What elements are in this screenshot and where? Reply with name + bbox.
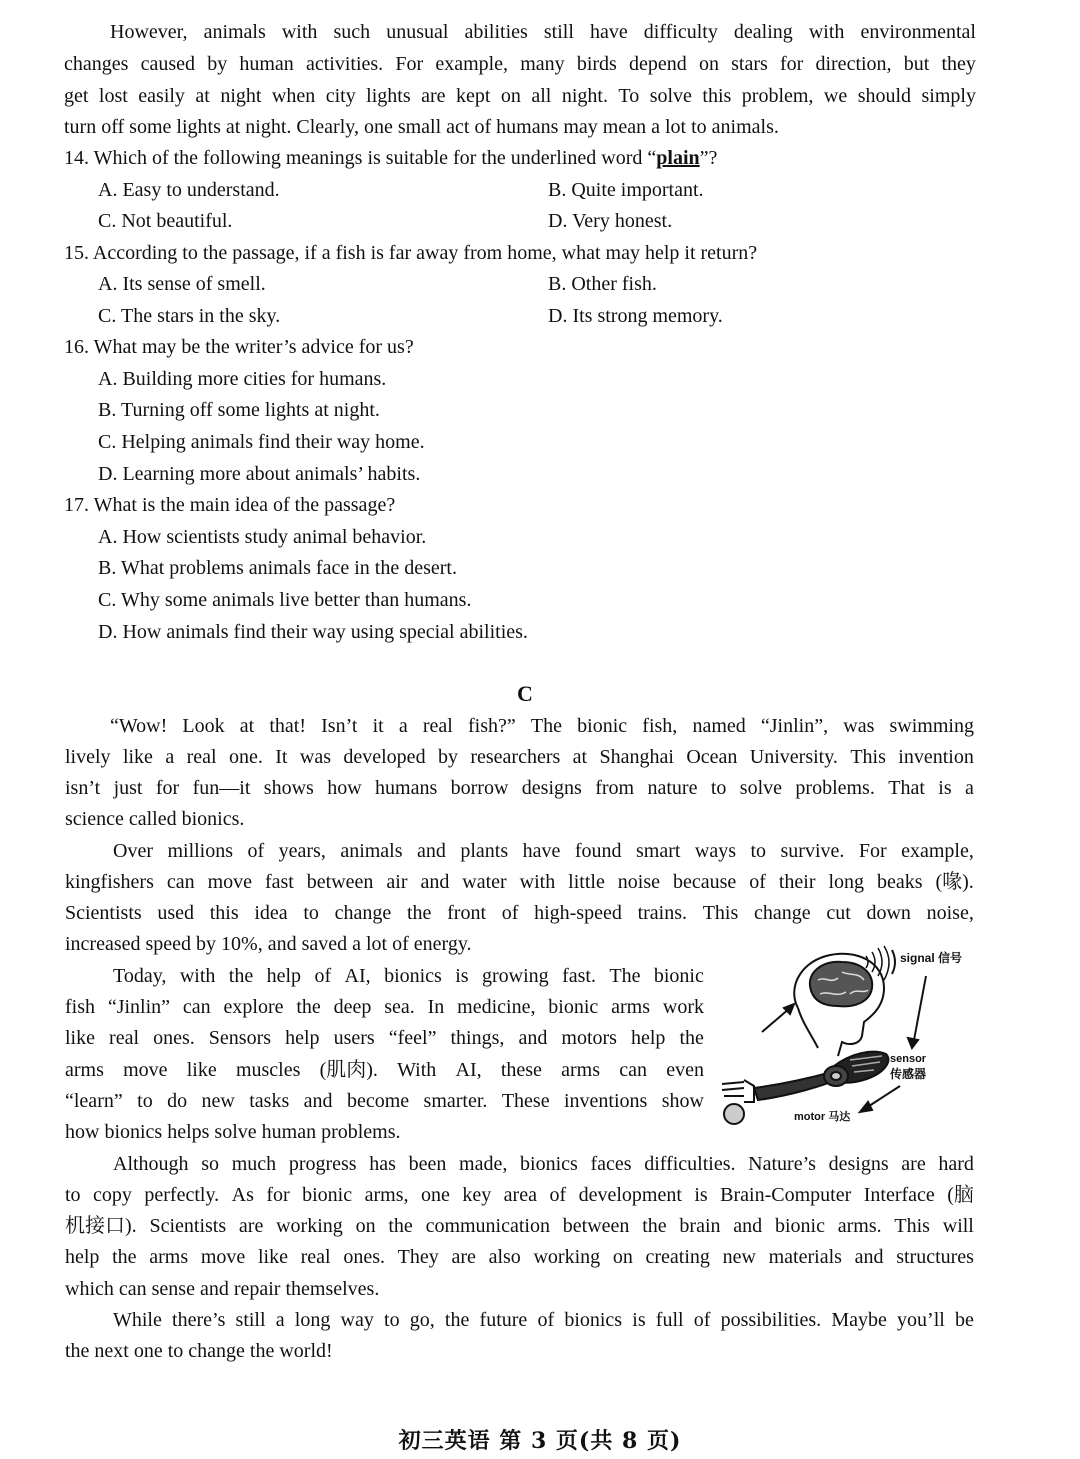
question-14-stem-start: 14. Which of the following meanings is suitable for the underlined word “ xyxy=(64,147,657,169)
question-16-option-d: D. Learning more about animals’ habits. xyxy=(98,463,421,485)
underlined-word-plain: plain xyxy=(656,147,700,169)
question-16-option-b: B. Turning off some lights at night. xyxy=(98,399,380,421)
question-16-option-c: C. Helping animals find their way home. xyxy=(98,431,425,453)
question-14-stem-end: ”? xyxy=(699,147,718,169)
passage-b-line-2: changes caused by human activities. For example, many birds depend on stars for direction, but they xyxy=(64,53,976,75)
question-17-stem: 17. What is the main idea of the passage? xyxy=(64,494,396,516)
question-14-option-c: C. Not beautiful. xyxy=(98,210,233,232)
passage-b-line-3: get lost easily at night when city lights are kept on all night. To solve this problem, we should simply xyxy=(64,85,976,107)
question-14-option-d: D. Very honest. xyxy=(548,210,673,232)
passage-c-line-11: like real ones. Sensors help users “feel” things, and motors help the xyxy=(65,1027,704,1049)
passage-c-line-6: kingfishers can move fast between air and water with little noise because of their long beaks (喙). xyxy=(65,871,974,893)
question-15-stem: 15. According to the passage, if a fish is far away from home, what may help it return? xyxy=(64,242,758,264)
passage-c-line-12: arms move like muscles (肌肉). With AI, these arms can even xyxy=(65,1059,704,1081)
sensor-label-zh: 传感器 xyxy=(890,1067,927,1081)
page-footer: 初三英语 第 3 页(共 8 页) xyxy=(398,1428,682,1454)
question-17-option-a: A. How scientists study animal behavior. xyxy=(98,526,427,548)
bionic-arm-figure xyxy=(714,936,976,1132)
passage-c-line-10: fish “Jinlin” can explore the deep sea. In medicine, bionic arms work xyxy=(65,996,704,1018)
passage-c-line-13: “learn” to do new tasks and become smarter. These inventions show xyxy=(65,1090,704,1112)
passage-c-line-3: isn’t just for fun—it shows how humans borrow designs from nature to solve problems. That is a xyxy=(65,777,974,799)
question-16-option-a: A. Building more cities for humans. xyxy=(98,368,387,390)
signal-label: signal 信号 xyxy=(900,951,963,965)
passage-c-line-7: Scientists used this idea to change the front of high-speed trains. This change cut down noise, xyxy=(65,902,974,924)
question-15-option-a: A. Its sense of smell. xyxy=(98,273,266,295)
brain-head-icon xyxy=(794,946,895,1056)
passage-c-heading: C xyxy=(517,681,533,706)
passage-c-line-20: While there’s still a long way to go, the future of bionics is full of possibilities. Maybe you’ll be xyxy=(113,1309,974,1331)
passage-c-line-8: increased speed by 10%, and saved a lot of energy. xyxy=(65,933,472,955)
passage-c-line-16: to copy perfectly. As for bionic arms, one key area of development is Brain-Computer Interface (脑 xyxy=(65,1184,974,1206)
passage-c-line-5: Over millions of years, animals and plants have found smart ways to survive. For example, xyxy=(113,840,974,862)
passage-c-line-9: Today, with the help of AI, bionics is growing fast. The bionic xyxy=(113,965,704,987)
motor-label: motor 马达 xyxy=(794,1111,851,1123)
passage-c-line-1: “Wow! Look at that! Isn’t it a real fish?” The bionic fish, named “Jinlin”, was swimming xyxy=(110,715,974,737)
passage-c-line-19: which can sense and repair themselves. xyxy=(65,1278,380,1300)
passage-c-line-14: how bionics helps solve human problems. xyxy=(65,1121,401,1143)
sensor-label-en: sensor xyxy=(890,1053,927,1065)
passage-c-line-4: science called bionics. xyxy=(65,808,245,830)
question-17-option-c: C. Why some animals live better than humans. xyxy=(98,589,472,611)
question-17-option-d: D. How animals find their way using special abilities. xyxy=(98,621,528,643)
question-15-option-b: B. Other fish. xyxy=(548,273,657,295)
arrow-signal-down-icon xyxy=(908,976,926,1048)
passage-c-line-21: the next one to change the world! xyxy=(65,1340,333,1362)
passage-c-line-17: 机接口). Scientists are working on the communication between the brain and bionic arms. This will xyxy=(65,1215,974,1237)
question-17-option-b: B. What problems animals face in the desert. xyxy=(98,557,457,579)
passage-c-line-15: Although so much progress has been made, bionics faces difficulties. Nature’s designs are hard xyxy=(113,1153,974,1175)
question-14-stem xyxy=(64,144,717,172)
question-14-option-b: B. Quite important. xyxy=(548,179,704,201)
question-16-stem: 16. What may be the writer’s advice for us? xyxy=(64,336,414,358)
question-14-option-a: A. Easy to understand. xyxy=(98,179,280,201)
arrow-to-head-icon xyxy=(762,1004,794,1032)
passage-b-line-4: turn off some lights at night. Clearly, one small act of humans may mean a lot to animals. xyxy=(64,116,779,138)
passage-c-line-18: help the arms move like real ones. They are also working on creating new materials and structures xyxy=(65,1246,974,1268)
arrow-to-motor-icon xyxy=(860,1086,900,1112)
passage-b-line-1: However, animals with such unusual abilities still have difficulty dealing with environmental xyxy=(110,21,976,43)
question-15-option-d: D. Its strong memory. xyxy=(548,305,723,327)
passage-c-line-2: lively like a real one. It was developed by researchers at Shanghai Ocean University. This invention xyxy=(65,746,974,768)
question-15-option-c: C. The stars in the sky. xyxy=(98,305,281,327)
